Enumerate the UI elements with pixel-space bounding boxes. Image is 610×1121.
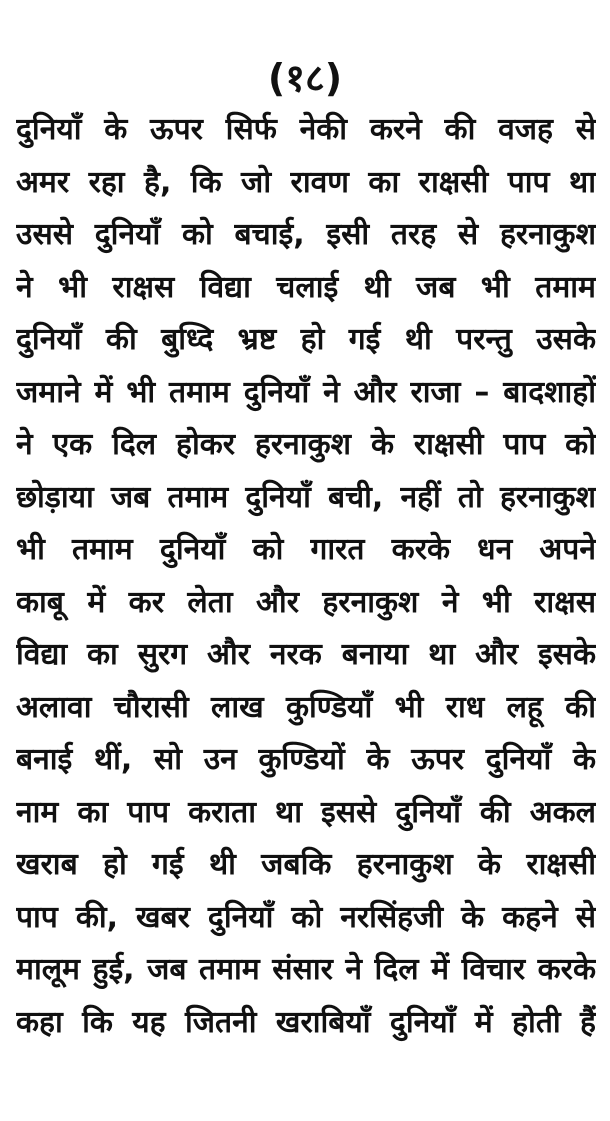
text-line: मालूम हुई, जब तमाम संसार ने दिल में विचार करके (16, 952, 596, 987)
body-text (16, 104, 596, 1049)
text-line: पाप की, खबर दुनियाँ को नरसिंहजी के कहने से (16, 899, 596, 935)
text-line: काबू में कर लेता और हरनाकुश ने भी राक्षस (16, 584, 596, 620)
text-line: ने भी राक्षस विद्या चलाई थी जब भी तमाम (16, 269, 596, 305)
text-line: नाम का पाप कराता था इससे दुनियाँ की अकल (16, 794, 596, 830)
text-line: अमर रहा है, कि जो रावण का राक्षसी पाप था (16, 164, 596, 200)
text-line: दुनियाँ के ऊपर सिर्फ नेकी करने की वजह से (16, 112, 596, 147)
text-line: विद्या का सुरग और नरक बनाया था और इसके (16, 637, 596, 672)
page-number: (१८) (267, 56, 343, 100)
text-line: अलावा चौरासी लाख कुण्डियाँ भी राध लहू की (16, 689, 596, 725)
text-line: दुनियाँ की बुध्दि भ्रष्ट हो गई थी परन्तु उसके (16, 322, 596, 357)
text-line: कहा कि यह जितनी खराबियाँ दुनियाँ में होती हैं (16, 1004, 596, 1040)
text-line: छोड़ाया जब तमाम दुनियाँ बची, नहीं तो हरनाकुश (16, 479, 596, 515)
text-line: बनाई थीं, सो उन कुण्डियों के ऊपर दुनियाँ के (16, 742, 596, 777)
text-line: भी तमाम दुनियाँ को गारत करके धन अपने (16, 532, 596, 567)
text-line: उससे दुनियाँ को बचाई, इसी तरह से हरनाकुश (16, 217, 596, 252)
text-line: ने एक दिल होकर हरनाकुश के राक्षसी पाप को (16, 427, 596, 462)
text-line: जमाने में भी तमाम दुनियाँ ने और राजा – बादशाहों (16, 374, 596, 410)
text-line: खराब हो गई थी जबकि हरनाकुश के राक्षसी (16, 847, 596, 882)
